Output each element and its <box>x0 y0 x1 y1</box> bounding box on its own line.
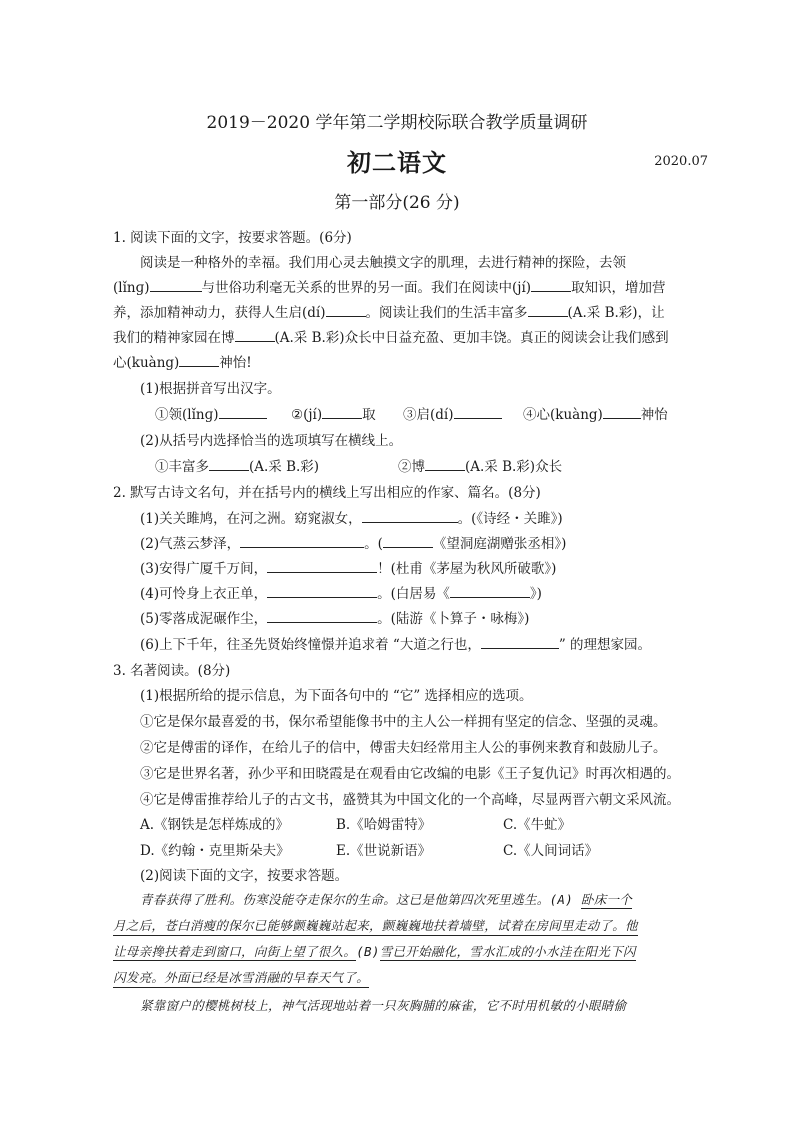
pinyin-text: (lǐnɡ) <box>113 280 150 296</box>
q1-passage-line: 阅读是一种格外的幸福。我们用心灵去触摸文字的肌理，去进行精神的探险，去领 <box>140 255 626 271</box>
q1-choice-2: ②博 (A.采 B.彩)众长 <box>398 459 563 475</box>
answer-blank <box>425 458 465 471</box>
q2-line-2: (2)气蒸云梦泽， 。( 《望洞庭湖赠张丞相》) <box>140 536 567 552</box>
q1-passage-line: 心(kuàng) 神怡! <box>113 355 252 371</box>
q2-line-5: (5)零落成泥碾作尘， 。(陆游《卜算子・咏梅》) <box>140 611 530 627</box>
passage-line: 紧靠窗户的樱桃树枝上，神气活现地站着一只灰胸脯的麻雀，它不时用机敏的小眼睛偷 <box>140 998 627 1013</box>
passage-line-underlined: 月之后，苍白消瘦的保尔已能够颤巍巍站起来，颤巍巍地扶着墙壁，试着在房间里走动了。他 <box>113 916 638 936</box>
answer-blank <box>267 610 377 623</box>
q2-line-4: (4)可怜身上衣正单， 。(白居易《 》) <box>140 586 542 602</box>
answer-blank <box>362 510 458 523</box>
q3-option-c: C.《牛虻》 <box>503 817 572 833</box>
q1-choice-1: ①丰富多 (A.采 B.彩) <box>155 459 320 475</box>
answer-blank <box>322 406 362 419</box>
answer-blank <box>209 458 249 471</box>
answer-blank <box>383 535 433 548</box>
q1-item-4: ④心(kuàng) 神怡 <box>523 407 668 423</box>
q3-sentence-1: ①它是保尔最喜爱的书，保尔希望能像书中的主人公一样拥有坚定的信念、坚强的灵魂。 <box>140 714 667 730</box>
answer-blank <box>179 354 219 367</box>
q3-sentence-2: ②它是傅雷的译作，在给儿子的信中，傅雷夫妇经常用主人公的事例来教育和鼓励儿子。 <box>140 740 667 756</box>
q2-stem: 2. 默写古诗文名句，并在括号内的横线上写出相应的作家、篇名。(8分) <box>113 485 541 501</box>
part-title: 第一部分(26 分) <box>334 193 460 213</box>
q3-option-b: B.《哈姆雷特》 <box>336 817 432 833</box>
q1-sub2: (2)从括号内选择恰当的选项填写在横线上。 <box>140 433 403 449</box>
q3-sentence-4: ④它是傅雷推荐给儿子的古文书，盛赞其为中国文化的一个高峰，尽显两晋六朝文采风流。 <box>140 792 680 808</box>
answer-blank <box>326 304 366 317</box>
answer-blank <box>528 304 568 317</box>
q2-line-6: (6)上下千年，往圣先贤始终憧憬并追求着 “大道之行也， ” 的理想家园。 <box>140 637 652 653</box>
q3-sub1: (1)根据所给的提示信息，为下面各句中的 “它” 选择相应的选项。 <box>140 688 533 704</box>
q3-option-d: D.《约翰・克里斯朵夫》 <box>140 843 290 859</box>
q1-passage-line: 养，添加精神动力，获得人生启(dí) 。阅读让我们的生活丰富多 (A.采 B.彩)，让 <box>113 305 665 321</box>
q3-sentence-3: ③它是世界名著，孙少平和田晓霞是在观看由它改编的电影《王子复仇记》时再次相遇的。 <box>140 766 680 782</box>
exam-date: 2020.07 <box>654 154 708 169</box>
answer-blank <box>531 279 571 292</box>
q1-stem: 1. 阅读下面的文字，按要求答题。(6分) <box>113 230 352 246</box>
answer-blank <box>219 406 267 419</box>
answer-blank <box>267 585 377 598</box>
exam-title: 2019－2020 学年第二学期校际联合教学质量调研 <box>206 113 588 133</box>
q1-item-1: ①领(lǐnɡ) <box>155 403 267 423</box>
q3-sub2: (2)阅读下面的文字，按要求答题。 <box>140 868 349 884</box>
answer-blank <box>450 585 530 598</box>
subject-title: 初二语文 <box>347 148 447 177</box>
answer-blank <box>454 406 502 419</box>
answer-blank <box>481 636 559 649</box>
passage-line-underlined: 闪发亮。外面已经是冰雪消融的早春天气了。 <box>113 968 369 988</box>
q3-option-a: A.《钢铁是怎样炼成的》 <box>140 817 290 833</box>
q1-item-3: ③启(dí) <box>403 403 502 423</box>
answer-blank <box>240 535 364 548</box>
answer-blank <box>235 329 275 342</box>
passage-line: 青春获得了胜利。伤寒没能夺走保尔的生命。这已是他第四次死里逃生。(A) 卧床一个 <box>140 892 633 907</box>
q2-line-1: (1)关关雎鸠，在河之洲。窈窕淑女， 。(《诗经・关雎》) <box>140 511 563 527</box>
q1-passage-line: 我们的精神家园在博 (A.采 B.彩)众长中日益充盈、更加丰饶。真正的阅读会让我们感到 <box>113 330 669 346</box>
answer-blank <box>267 560 377 573</box>
q1-item-2: ②(jí) 取 <box>291 407 376 423</box>
q3-stem: 3. 名著阅读。(8分) <box>113 663 231 679</box>
answer-blank <box>603 406 641 419</box>
answer-blank <box>150 279 202 292</box>
q1-sub1: (1)根据拼音写出汉字。 <box>140 381 281 397</box>
q2-line-3: (3)安得广厦千万间， ！(杜甫《茅屋为秋风所破歌》) <box>140 561 557 577</box>
q3-option-e: E.《世说新语》 <box>336 843 432 859</box>
q1-passage-line: (lǐnɡ) 与世俗功利毫无关系的世界的另一面。我们在阅读中(jí) 取知识，增加营 <box>113 280 666 296</box>
passage-line: 让母亲搀扶着走到窗口，向街上望了很久。(B)雪已开始融化，雪水汇成的小水洼在阳光下闪 <box>113 944 636 959</box>
q3-option-c2: C.《人间词话》 <box>503 843 599 859</box>
